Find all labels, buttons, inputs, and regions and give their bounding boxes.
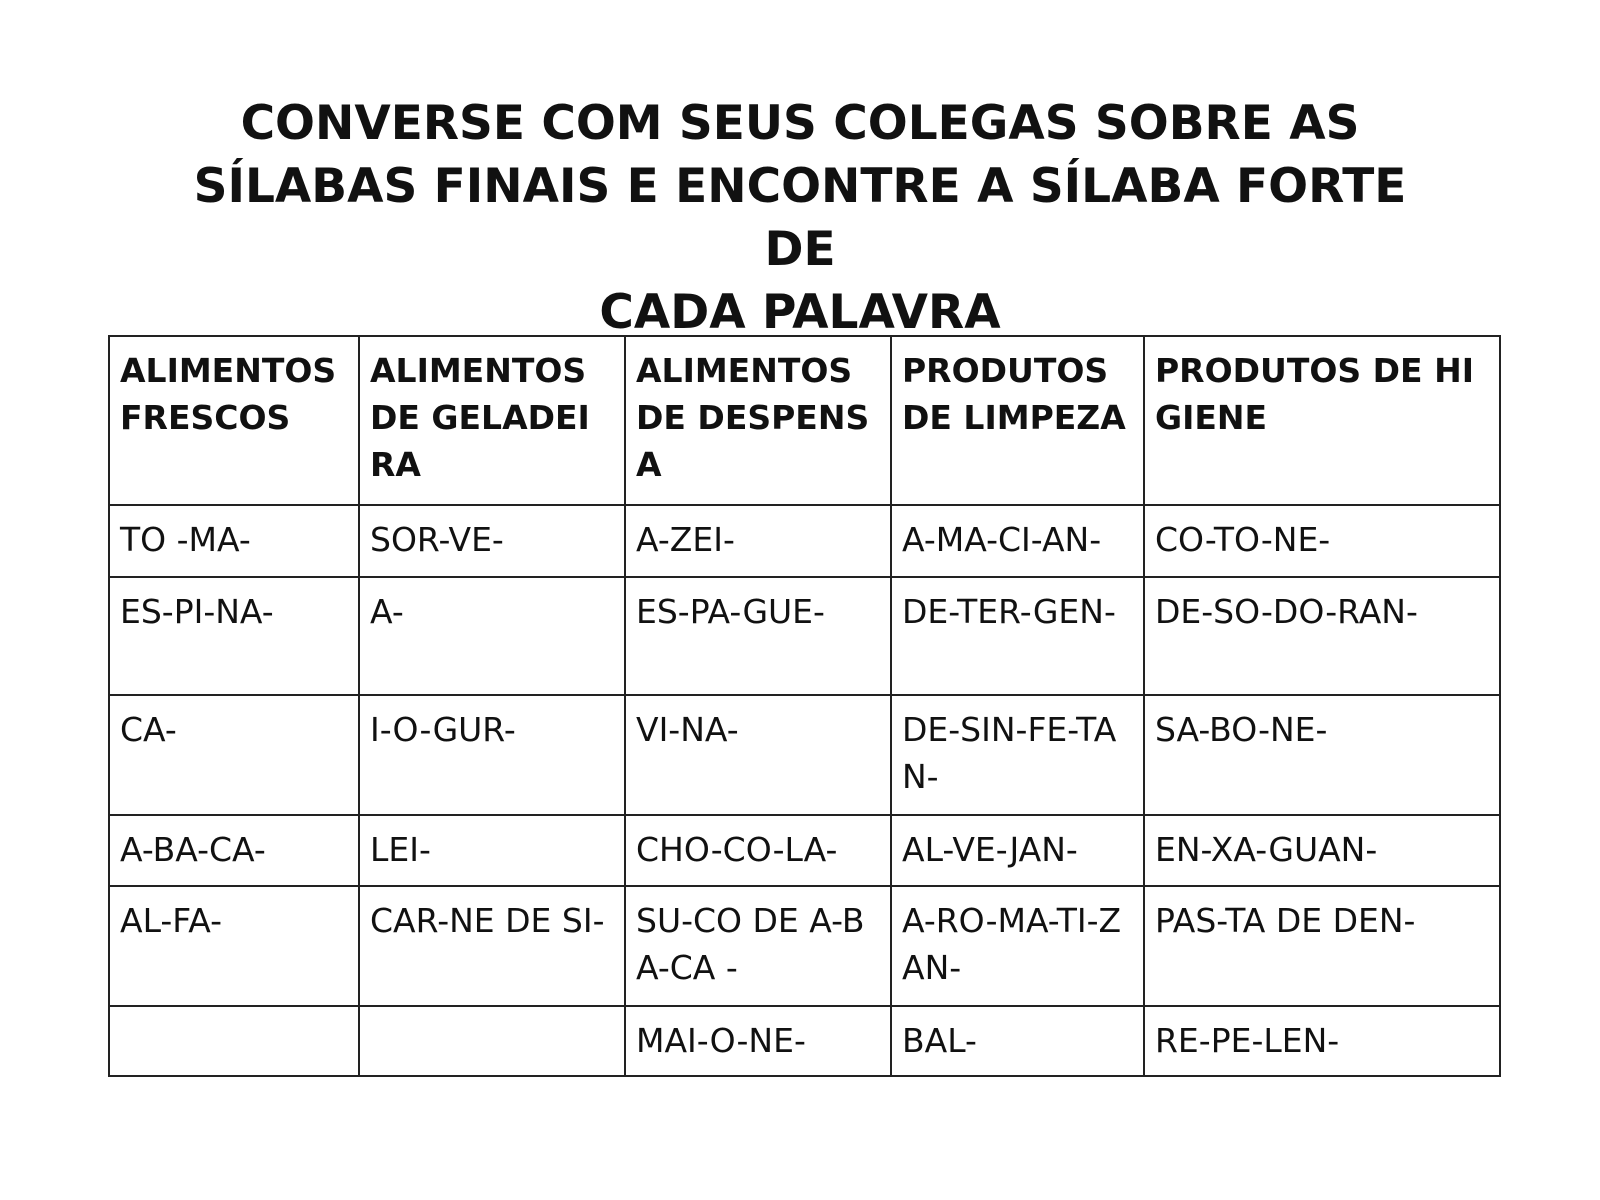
table-cell: CO-TO-NE-: [1144, 505, 1500, 577]
table-cell: TO -MA-: [109, 505, 359, 577]
table-cell: AL-FA-: [109, 886, 359, 1006]
table-cell: CAR-NE DE SI-: [359, 886, 625, 1006]
table-cell: DE-TER-GEN-: [891, 577, 1144, 695]
header-produtos-higiene: PRODUTOS DE HIGIENE: [1144, 336, 1500, 505]
syllable-table: [108, 335, 1501, 1077]
table-cell: A-MA-CI-AN-: [891, 505, 1144, 577]
table-row: [109, 886, 1500, 1006]
header-alimentos-geladeira: ALIMENTOS DE GELADEIRA: [359, 336, 625, 505]
table-cell-empty: [109, 1006, 359, 1076]
table-cell: ES-PA-GUE-: [625, 577, 891, 695]
header-produtos-limpeza: PRODUTOS DE LIMPEZA: [891, 336, 1144, 505]
table-cell-empty: [359, 1006, 625, 1076]
table-cell: LEI-: [359, 815, 625, 886]
table-cell: I-O-GUR-: [359, 695, 625, 815]
table-cell: VI-NA-: [625, 695, 891, 815]
table-row: [109, 815, 1500, 886]
table-cell: PAS-TA DE DEN-: [1144, 886, 1500, 1006]
table-cell: MAI-O-NE-: [625, 1006, 891, 1076]
table-cell: SU-CO DE A-BA-CA -: [625, 886, 891, 1006]
table-cell: SOR-VE-: [359, 505, 625, 577]
table-cell: A-ZEI-: [625, 505, 891, 577]
worksheet-title: [150, 92, 1450, 344]
title-line-1: CONVERSE COM SEUS COLEGAS SOBRE AS: [240, 96, 1360, 151]
table-cell: CHO-CO-LA-: [625, 815, 891, 886]
title-line-2: SÍLABAS FINAIS E ENCONTRE A SÍLABA FORTE DE: [193, 159, 1407, 277]
table-cell: DE-SIN-FE-TAN-: [891, 695, 1144, 815]
table-row: [109, 1006, 1500, 1076]
table-cell: AL-VE-JAN-: [891, 815, 1144, 886]
title-line-3: CADA PALAVRA: [599, 285, 1001, 340]
table-cell: BAL-: [891, 1006, 1144, 1076]
table-cell: A-RO-MA-TI-ZAN-: [891, 886, 1144, 1006]
table-row: [109, 577, 1500, 695]
table-cell: SA-BO-NE-: [1144, 695, 1500, 815]
table-row: [109, 505, 1500, 577]
header-alimentos-frescos: ALIMENTOS FRESCOS: [109, 336, 359, 505]
header-alimentos-despensa: ALIMENTOS DE DESPENSA: [625, 336, 891, 505]
table-cell: RE-PE-LEN-: [1144, 1006, 1500, 1076]
table-row: [109, 695, 1500, 815]
table-cell: A-BA-CA-: [109, 815, 359, 886]
table-cell: A-: [359, 577, 625, 695]
table-cell: ES-PI-NA-: [109, 577, 359, 695]
table-cell: DE-SO-DO-RAN-: [1144, 577, 1500, 695]
table-header-row: [109, 336, 1500, 505]
table-cell: CA-: [109, 695, 359, 815]
table-cell: EN-XA-GUAN-: [1144, 815, 1500, 886]
